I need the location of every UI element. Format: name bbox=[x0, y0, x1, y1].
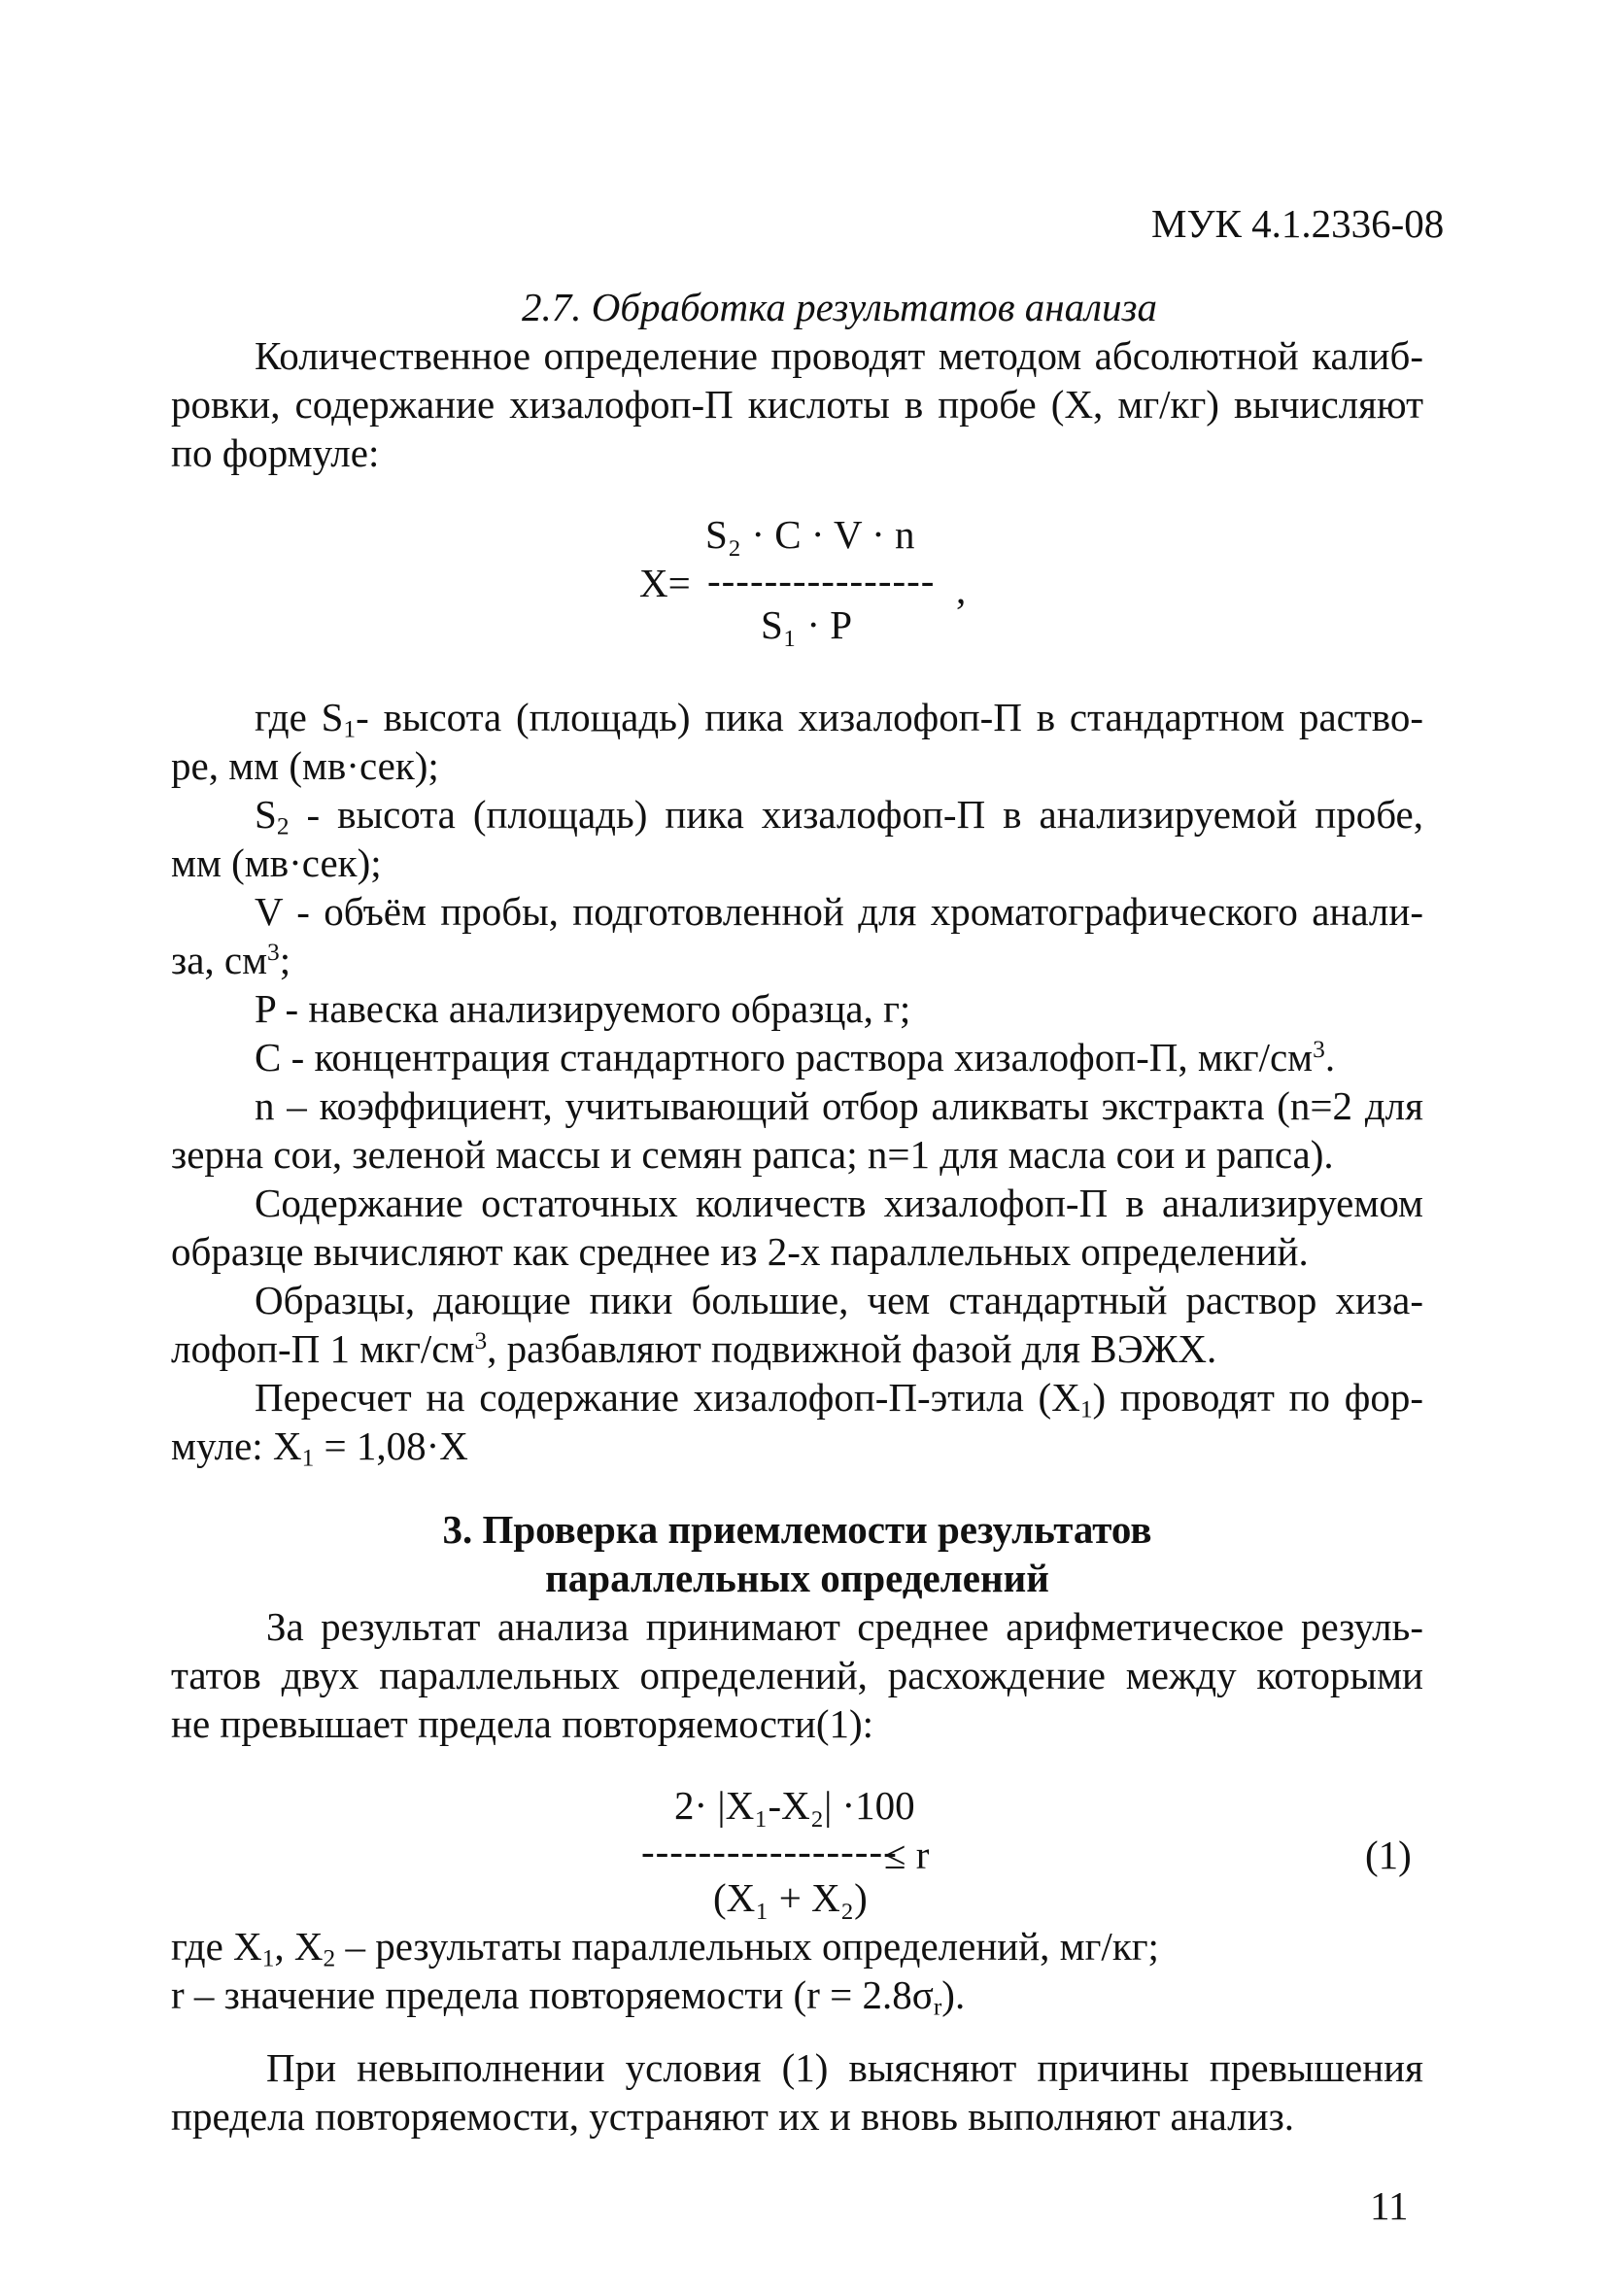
recalc-para-line-1: Пересчет на содержание хизалофоп-П-этила $(X_1)$ проводят по фор- bbox=[255, 1375, 1423, 1423]
page-number: 11 bbox=[1370, 2183, 1409, 2228]
intro-line-2: ровки, содержание хизалофоп-П кислоты в пробе (X, мг/кг) вычисляют bbox=[171, 382, 1423, 427]
def-v-line-2: за, $см^3$; bbox=[171, 938, 291, 982]
formula-1-denominator: (X₁ + X₂) bbox=[713, 1875, 868, 1920]
recalc-para-line-2: муле: $X_1 = 1,08\cdot X$ bbox=[171, 1423, 468, 1472]
section-3-title-line-2: параллельных определений bbox=[545, 1556, 1049, 1600]
formula-1-fraction-line: ------------------ bbox=[641, 1829, 898, 1873]
formula-x-lhs: X= bbox=[639, 561, 691, 605]
def-s2-line-1: $S_2$ - высота (площадь) пика хизалофоп-П в анализируемой пробе, bbox=[255, 792, 1423, 840]
content-para-line-1: Содержание остаточных количеств хизалофоп-П в анализируемом bbox=[255, 1181, 1423, 1225]
formula-1-numerator: 2· |X₁-X₂| ·100 bbox=[674, 1783, 915, 1828]
formula-1-where-line-1: где $X_1$, $X_2$ – результаты параллельных определений, мг/кг; bbox=[171, 1924, 1159, 1972]
section-3-title-line-1: 3. Проверка приемлемости результатов bbox=[442, 1507, 1152, 1552]
closing-para-line-1: При невыполнении условия (1) выясняют причины превышения bbox=[266, 2045, 1423, 2090]
formula-x-numerator: S₂ · C · V · n bbox=[705, 512, 915, 557]
samples-para-line-2: лофоп-П 1 мкг/$см^3$, разбавляют подвижной фазой для ВЭЖХ. bbox=[171, 1326, 1217, 1371]
closing-para-line-2: предела повторяемости, устраняют их и вновь выполняют анализ. bbox=[171, 2094, 1295, 2139]
section-3-intro-line-2: татов двух параллельных определений, расхождение между которыми bbox=[171, 1653, 1423, 1697]
section-2-7-title: 2.7. Обработка результатов анализа bbox=[522, 285, 1158, 329]
section-3-intro-line-1: За результат анализа принимают среднее арифметическое резуль- bbox=[266, 1604, 1423, 1649]
formula-x-denominator: S₁ · P bbox=[761, 602, 853, 647]
def-c: С - концентрация стандартного раствора хизалофоп-П, мкг/$см^3$. bbox=[255, 1035, 1336, 1079]
def-v-line-1: V - объём пробы, подготовленной для хроматографического анали- bbox=[255, 889, 1423, 934]
section-3-intro-line-3: не превышает предела повторяемости(1): bbox=[171, 1701, 874, 1746]
formula-1-number: (1) bbox=[1365, 1833, 1412, 1877]
content-para-line-2: образце вычисляют как среднее из 2-х параллельных определений. bbox=[171, 1229, 1309, 1274]
def-n-line-2: зерна сои, зеленой массы и семян рапса; n=1 для масла сои и рапса). bbox=[171, 1132, 1334, 1177]
formula-1-where-line-2: r – значение предела повторяемости $(r = 2.8\sigma_r)$. bbox=[171, 1972, 966, 2021]
formula-x-comma: , bbox=[956, 567, 967, 612]
def-s1-line-1: где $S_1-$ высота (площадь) пика хизалофоп-П в стандартном раство- bbox=[255, 695, 1423, 743]
def-n-line-1: n – коэффициент, учитывающий отбор аликваты экстракта (n=2 для bbox=[255, 1083, 1423, 1128]
samples-para-line-1: Образцы, дающие пики большие, чем стандартный раствор хиза- bbox=[255, 1278, 1423, 1322]
document-code: МУК 4.1.2336-08 bbox=[1151, 201, 1445, 246]
formula-x-fraction-line: ---------------- bbox=[707, 558, 936, 602]
def-s2-line-2: мм (мв·сек); bbox=[171, 840, 382, 885]
formula-1-relation: ≤ r bbox=[884, 1833, 930, 1877]
def-s1-line-2: ре, мм (мв·сек); bbox=[171, 743, 439, 788]
def-p: P - навеска анализируемого образца, г; bbox=[255, 986, 911, 1031]
intro-line-3: по формуле: bbox=[171, 430, 380, 475]
intro-line-1: Количественное определение проводят методом абсолютной калиб- bbox=[255, 333, 1423, 378]
